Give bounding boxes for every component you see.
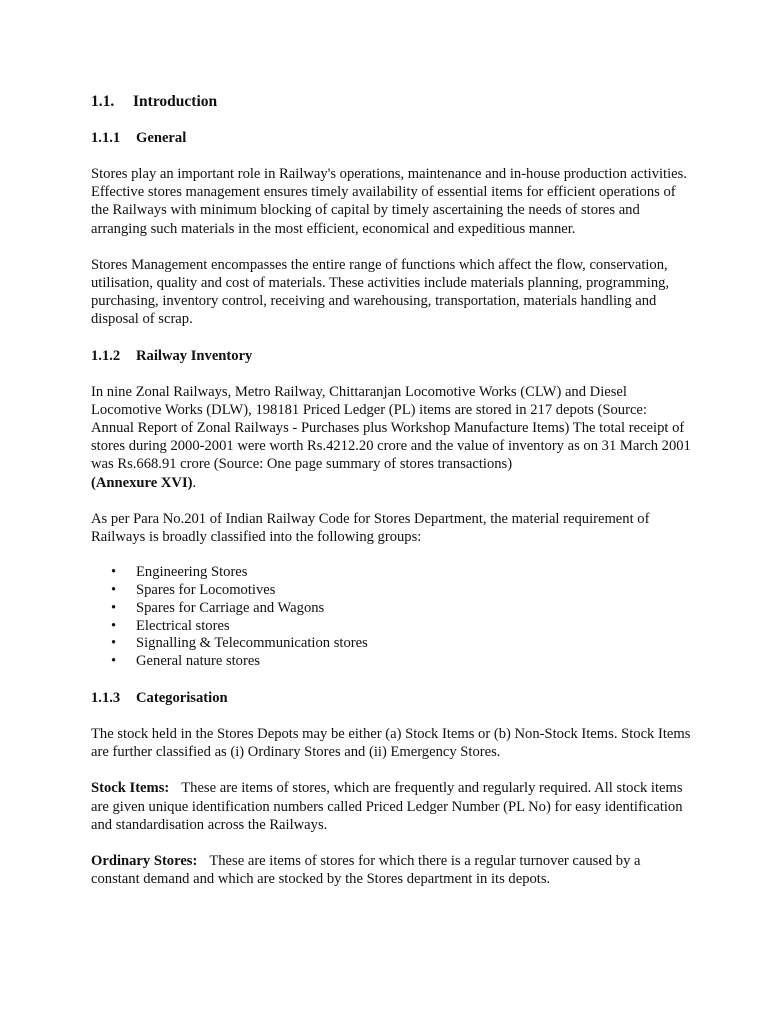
bullet-icon: • bbox=[111, 635, 117, 652]
section-title: Introduction bbox=[133, 93, 218, 110]
inventory-number: 1.1.2 bbox=[91, 347, 121, 364]
categorisation-title: Categorisation bbox=[136, 690, 228, 707]
list-item bbox=[91, 564, 691, 582]
list-item-text: Engineering Stores bbox=[136, 564, 248, 581]
ordinary-stores-label: Ordinary Stores: bbox=[91, 853, 198, 870]
list-item bbox=[91, 653, 691, 671]
list-item bbox=[91, 582, 691, 600]
general-number: 1.1.1 bbox=[91, 130, 121, 146]
inventory-paragraph-1-text: In nine Zonal Railways, Metro Railway, Chittaranjan Locomotive Works (CLW) and Diesel Locomotive Works (DLW), 198181 Priced Ledger (PL) items are stored in 217 depots (Source: Annual Report of Zonal Railways - Purchases plus Workshop Manufacture Items) The total receipt of stores during 2000-2001 were worth Rs.4212.20 crore and the value of inventory as on 31 March 2001 was Rs.668.91 crore (Source: One page summary of stores transactions) bbox=[91, 383, 691, 473]
annexure-suffix: . bbox=[192, 474, 197, 491]
general-heading bbox=[91, 129, 691, 147]
stores-groups-list bbox=[91, 564, 691, 671]
inventory-paragraph-2: As per Para No.201 of Indian Railway Code for Stores Department, the material requirement of Railways is broadly classified into the following groups: bbox=[91, 510, 650, 546]
section-heading bbox=[91, 92, 691, 112]
general-paragraph-2: Stores Management encompasses the entire range of functions which affect the flow, conservation, utilisation, quality and cost of materials. These activities include materials planning, programming, purchasing, inventory control, receiving and warehousing, transportation, materials handling and disposal of scrap. bbox=[91, 256, 670, 328]
ordinary-stores-text: These are items of stores for which there is a regular turnover caused by a constant demand and which are stocked by the Stores department in its depots. bbox=[91, 853, 641, 888]
categorisation-paragraph-1: The stock held in the Stores Depots may be either (a) Stock Items or (b) Non-Stock Items. Stock Items are further classified as (i) Ordinary Stores and (ii) Emergency Stores. bbox=[91, 726, 691, 761]
categorisation-heading bbox=[91, 689, 691, 707]
inventory-heading bbox=[91, 347, 691, 365]
ordinary-stores-paragraph bbox=[91, 852, 691, 888]
stock-items-paragraph bbox=[91, 779, 691, 834]
document-page bbox=[91, 92, 691, 906]
general-title: General bbox=[136, 130, 187, 146]
section-number: 1.1. bbox=[91, 93, 115, 110]
list-item-text: Spares for Carriage and Wagons bbox=[136, 599, 325, 616]
annexure-reference: (Annexure XVI) bbox=[91, 474, 193, 491]
list-item-text: Spares for Locomotives bbox=[136, 582, 276, 599]
bullet-icon: • bbox=[111, 582, 117, 599]
bullet-icon: • bbox=[111, 564, 117, 581]
list-item bbox=[91, 618, 691, 636]
list-item-text: Electrical stores bbox=[136, 617, 230, 634]
bullet-icon: • bbox=[111, 617, 117, 634]
inventory-paragraph-1 bbox=[91, 383, 691, 492]
list-item bbox=[91, 600, 691, 618]
categorisation-number: 1.1.3 bbox=[91, 690, 121, 707]
general-paragraph-1: Stores play an important role in Railway's operations, maintenance and in-house production activities. Effective stores management ensures timely availability of essential items for efficient operations of the Railways with minimum blocking of capital by timely ascertaining the needs of stores and arranging such materials in the most efficient, economical and expeditious manner. bbox=[91, 166, 687, 237]
bullet-icon: • bbox=[111, 653, 117, 670]
list-item-text: Signalling & Telecommunication stores bbox=[136, 635, 368, 652]
stock-items-text: These are items of stores, which are frequently and regularly required. All stock items are given unique identification numbers called Priced Ledger Number (PL No) for easy identification and standardisation across the Railways. bbox=[91, 780, 683, 833]
list-item bbox=[91, 635, 691, 653]
inventory-title: Railway Inventory bbox=[136, 347, 253, 364]
bullet-icon: • bbox=[111, 599, 117, 616]
list-item-text: General nature stores bbox=[136, 653, 260, 670]
stock-items-label: Stock Items: bbox=[91, 780, 170, 797]
